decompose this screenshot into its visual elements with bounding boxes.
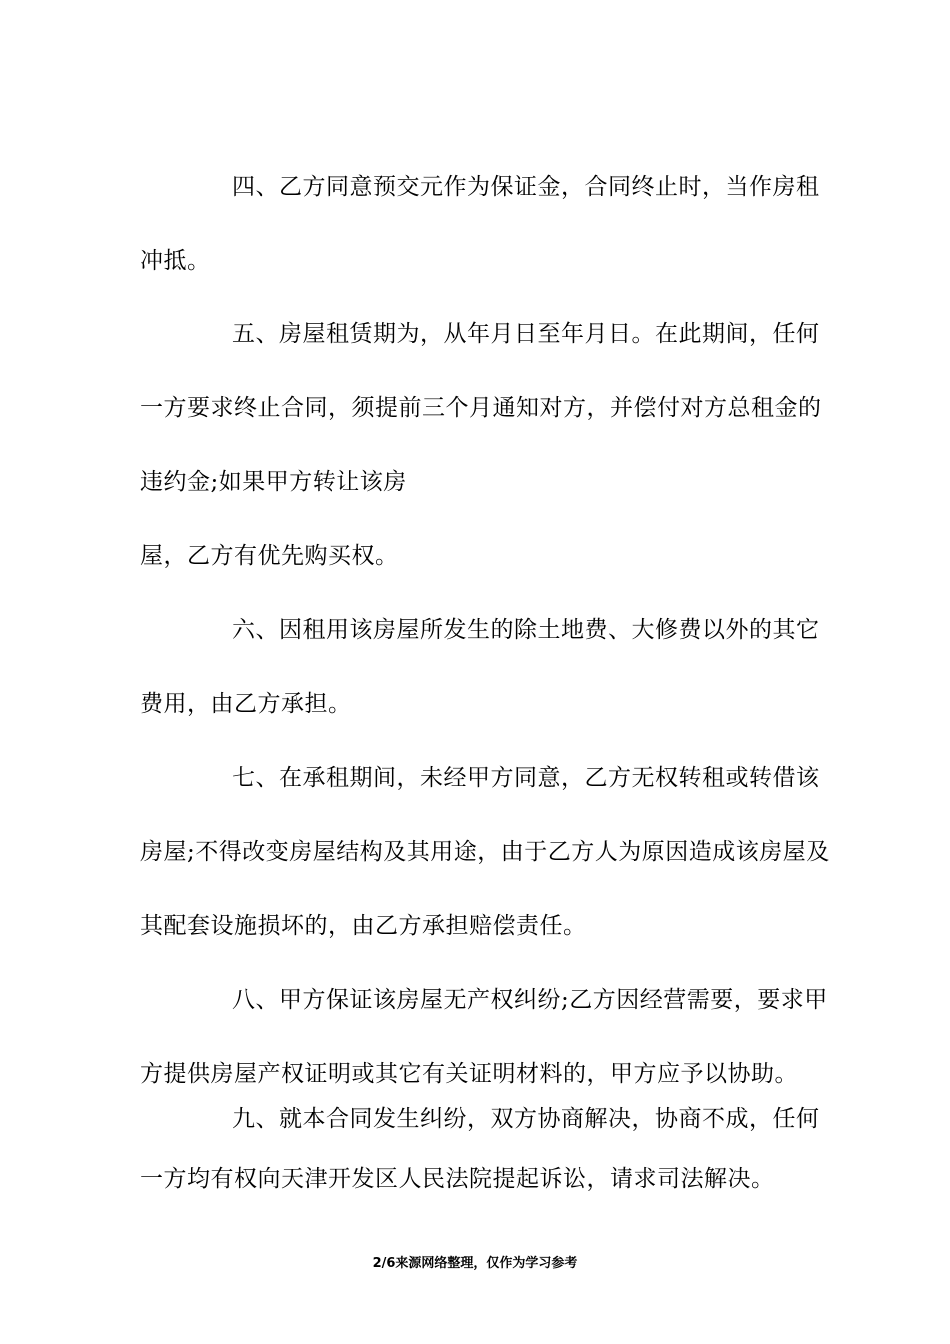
- clause-9-line-2: 一方均有权向天津开发区人民法院提起诉讼，请求司法解决。: [140, 1166, 775, 1192]
- clause-6-line-1: 六、因租用该房屋所发生的除土地费、大修费以外的其它: [232, 617, 820, 643]
- clause-8-line-1: 八、甲方保证该房屋无产权纠纷;乙方因经营需要，要求甲: [232, 987, 828, 1013]
- clause-7-line-1: 七、在承租期间，未经甲方同意，乙方无权转租或转借该: [232, 765, 820, 791]
- clause-5-line-4: 屋，乙方有优先购买权。: [140, 543, 399, 569]
- clause-9-line-1: 九、就本合同发生纠纷，双方协商解决，协商不成，任何: [232, 1106, 820, 1132]
- clause-7-line-2: 房屋;不得改变房屋结构及其用途，由于乙方人为原因造成该房屋及: [140, 839, 830, 865]
- clause-8-line-2: 方提供房屋产权证明或其它有关证明材料的，甲方应予以协助。: [140, 1061, 798, 1087]
- clause-7-line-3: 其配套设施损坏的，由乙方承担赔偿责任。: [140, 913, 587, 939]
- clause-4-line-1: 四、乙方同意预交元作为保证金，合同终止时，当作房租: [232, 174, 820, 200]
- page-footer: 2/6来源网络整理，仅作为学习参考: [372, 1256, 578, 1271]
- clause-5-line-3: 违约金;如果甲方转让该房: [140, 469, 407, 495]
- clause-4-line-2: 冲抵。: [140, 248, 211, 274]
- clause-5-line-2: 一方要求终止合同，须提前三个月通知对方，并偿付对方总租金的: [140, 395, 822, 421]
- clause-6-line-2: 费用，由乙方承担。: [140, 691, 352, 717]
- clause-5-line-1: 五、房屋租赁期为，从年月日至年月日。在此期间，任何: [232, 321, 820, 347]
